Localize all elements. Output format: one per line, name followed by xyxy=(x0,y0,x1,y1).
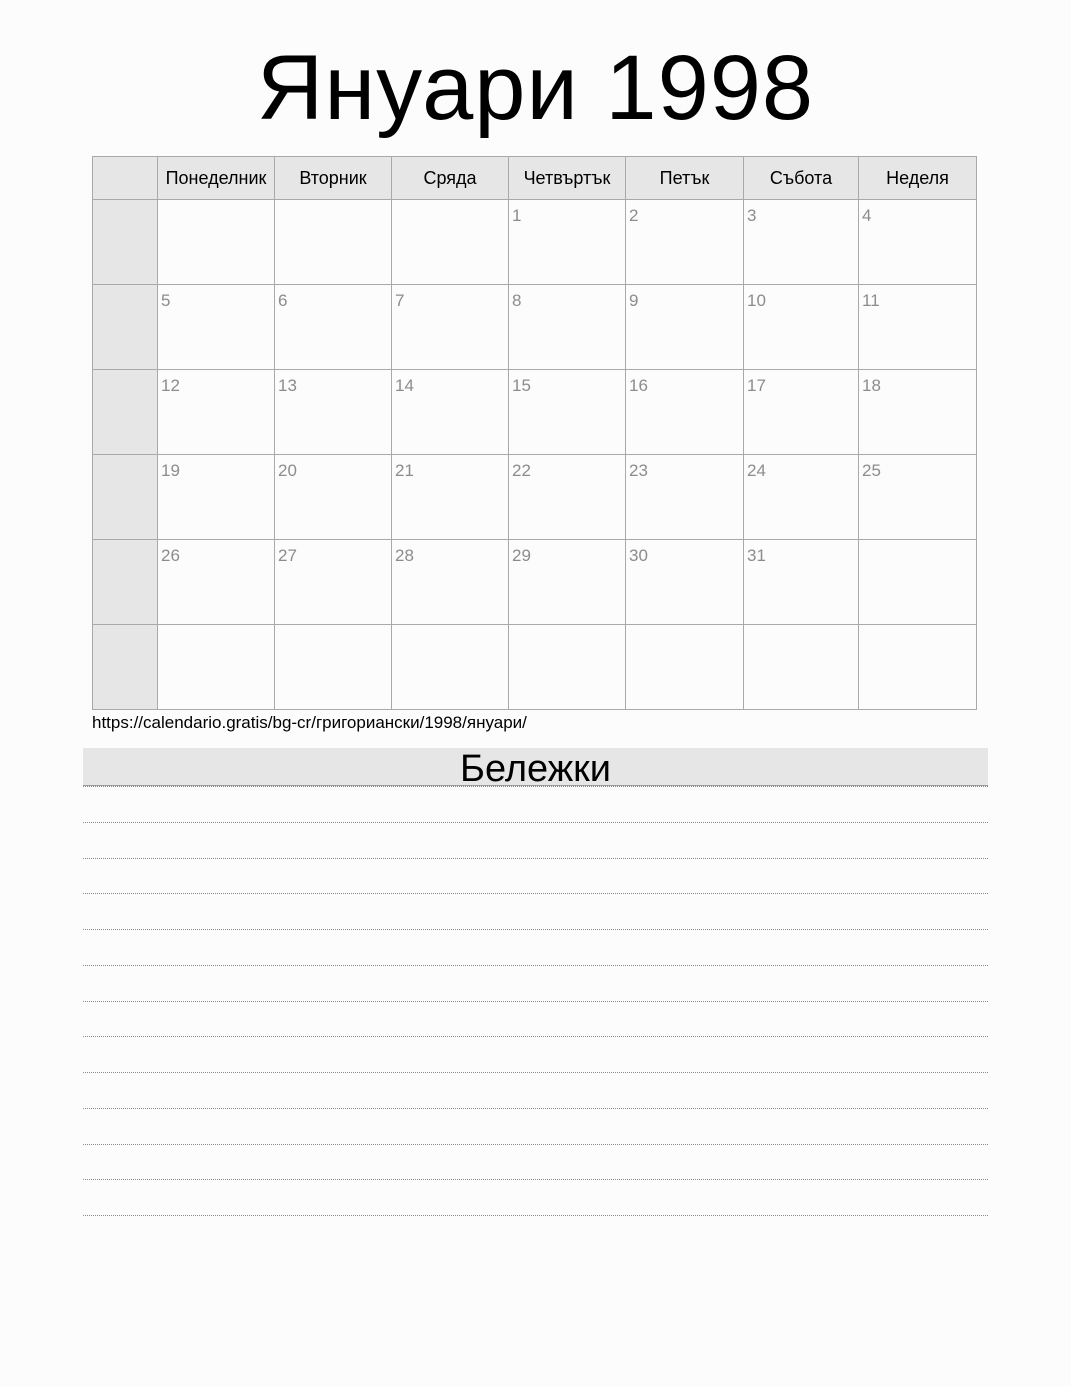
day-cell xyxy=(158,200,275,285)
day-cell xyxy=(859,370,977,455)
day-number: 3 xyxy=(747,206,757,225)
day-cell xyxy=(626,625,744,710)
day-number: 25 xyxy=(862,461,881,480)
day-number: 16 xyxy=(629,376,648,395)
day-number xyxy=(744,625,858,631)
notes-heading: Бележки xyxy=(83,748,988,786)
week-number-cell xyxy=(93,455,158,540)
day-number: 2 xyxy=(629,206,639,225)
day-cell xyxy=(859,455,977,540)
week-row xyxy=(93,200,977,285)
day-number: 28 xyxy=(395,546,414,565)
day-cell xyxy=(509,625,626,710)
week-number-cell xyxy=(93,625,158,710)
day-number: 26 xyxy=(161,546,180,565)
weekday-header: Петък xyxy=(626,157,744,200)
note-line xyxy=(83,1036,988,1037)
day-number xyxy=(158,625,274,631)
day-cell xyxy=(509,540,626,625)
day-cell xyxy=(859,625,977,710)
week-row xyxy=(93,625,977,710)
day-cell xyxy=(744,625,859,710)
note-line xyxy=(83,1215,988,1216)
week-number-cell xyxy=(93,540,158,625)
note-line xyxy=(83,1072,988,1073)
note-line xyxy=(83,1001,988,1002)
day-cell xyxy=(509,455,626,540)
note-line xyxy=(83,1179,988,1180)
note-line xyxy=(83,1108,988,1109)
week-row xyxy=(93,540,977,625)
day-cell xyxy=(509,285,626,370)
day-cell xyxy=(392,370,509,455)
day-number: 20 xyxy=(278,461,297,480)
day-number: 30 xyxy=(629,546,648,565)
weekday-header: Вторник xyxy=(275,157,392,200)
week-row xyxy=(93,370,977,455)
day-cell xyxy=(158,625,275,710)
day-cell xyxy=(859,285,977,370)
week-number-cell xyxy=(93,370,158,455)
note-line xyxy=(83,929,988,930)
day-number: 12 xyxy=(161,376,180,395)
day-number: 9 xyxy=(629,291,639,310)
day-cell xyxy=(509,370,626,455)
day-cell xyxy=(626,455,744,540)
day-cell xyxy=(158,455,275,540)
weekday-header: Неделя xyxy=(859,157,977,200)
day-cell xyxy=(158,540,275,625)
page-title: Януари 1998 xyxy=(256,37,815,139)
day-number: 18 xyxy=(862,376,881,395)
day-cell xyxy=(744,540,859,625)
day-cell xyxy=(626,540,744,625)
day-cell xyxy=(392,285,509,370)
day-cell xyxy=(744,200,859,285)
day-number: 29 xyxy=(512,546,531,565)
day-number: 17 xyxy=(747,376,766,395)
day-number xyxy=(158,200,274,206)
day-number xyxy=(392,625,508,631)
weekday-header: Понеделник xyxy=(158,157,275,200)
day-cell xyxy=(626,370,744,455)
day-cell xyxy=(275,200,392,285)
day-number xyxy=(392,200,508,206)
day-number xyxy=(509,625,625,631)
day-number: 24 xyxy=(747,461,766,480)
day-cell xyxy=(392,540,509,625)
note-line xyxy=(83,965,988,966)
week-number-header xyxy=(93,157,158,200)
note-line xyxy=(83,786,988,787)
day-number: 8 xyxy=(512,291,522,310)
day-number: 6 xyxy=(278,291,288,310)
note-line xyxy=(83,1144,988,1145)
day-number: 1 xyxy=(512,206,522,225)
week-number-cell xyxy=(93,285,158,370)
day-number: 15 xyxy=(512,376,531,395)
day-number xyxy=(275,200,391,206)
day-cell xyxy=(275,625,392,710)
day-cell xyxy=(744,455,859,540)
day-cell xyxy=(744,285,859,370)
source-url: https://calendario.gratis/bg-cr/григориански/1998/януари/ xyxy=(92,713,527,732)
day-cell xyxy=(392,625,509,710)
day-cell xyxy=(509,200,626,285)
day-number xyxy=(859,540,976,546)
day-number: 27 xyxy=(278,546,297,565)
day-number: 13 xyxy=(278,376,297,395)
day-number xyxy=(626,625,743,631)
day-number xyxy=(859,625,976,631)
week-number-cell xyxy=(93,200,158,285)
day-cell xyxy=(158,285,275,370)
day-cell xyxy=(392,455,509,540)
day-number: 19 xyxy=(161,461,180,480)
day-number: 4 xyxy=(862,206,872,225)
day-number: 5 xyxy=(161,291,171,310)
note-line xyxy=(83,893,988,894)
day-number: 7 xyxy=(395,291,405,310)
day-number: 23 xyxy=(629,461,648,480)
day-cell xyxy=(859,200,977,285)
day-cell xyxy=(859,540,977,625)
day-number: 14 xyxy=(395,376,414,395)
note-line xyxy=(83,858,988,859)
calendar-grid xyxy=(92,156,977,710)
day-cell xyxy=(392,200,509,285)
day-number xyxy=(275,625,391,631)
day-number: 22 xyxy=(512,461,531,480)
day-number: 31 xyxy=(747,546,766,565)
day-cell xyxy=(275,285,392,370)
day-cell xyxy=(275,370,392,455)
day-cell xyxy=(626,200,744,285)
weekday-header-row xyxy=(93,157,977,200)
day-cell xyxy=(626,285,744,370)
day-cell xyxy=(158,370,275,455)
weekday-header: Сряда xyxy=(392,157,509,200)
weekday-header: Събота xyxy=(744,157,859,200)
day-number: 11 xyxy=(862,291,880,310)
day-cell xyxy=(275,455,392,540)
week-row xyxy=(93,455,977,540)
day-cell xyxy=(275,540,392,625)
weekday-header: Четвъртък xyxy=(509,157,626,200)
week-row xyxy=(93,285,977,370)
note-line xyxy=(83,822,988,823)
day-cell xyxy=(744,370,859,455)
day-number: 21 xyxy=(395,461,414,480)
day-number: 10 xyxy=(747,291,766,310)
